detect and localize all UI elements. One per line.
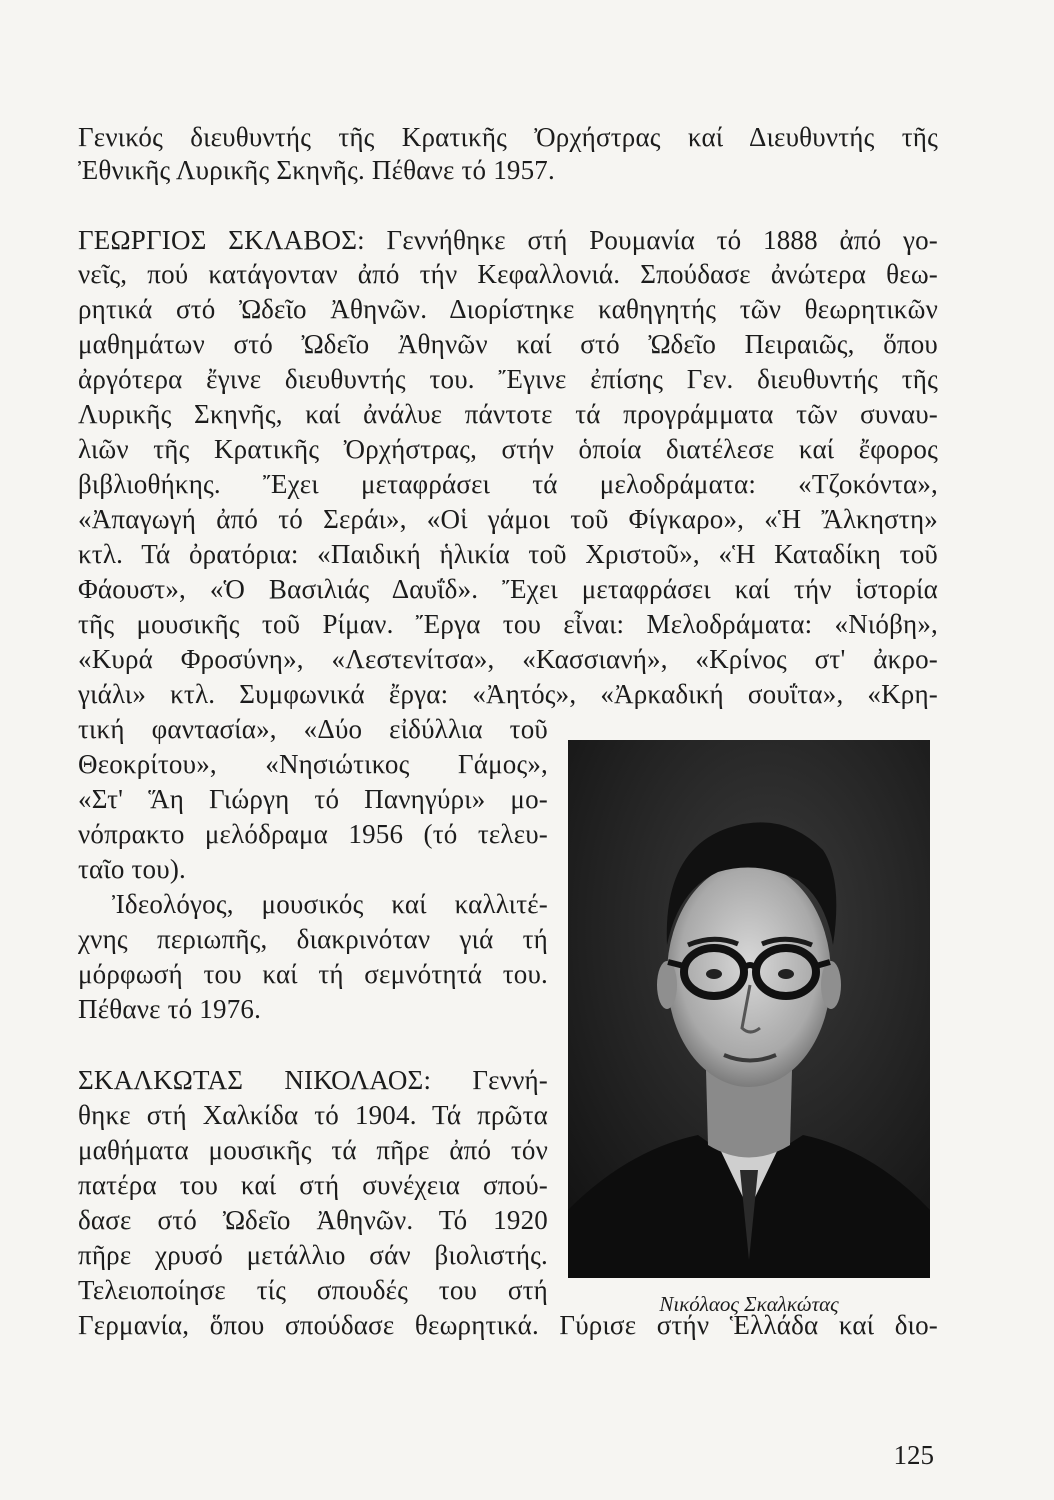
- text-line: μαθήματα μουσικῆς τά πῆρε ἀπό τόν: [78, 1135, 548, 1165]
- text-line: λιῶν τῆς Κρατικῆς Ὀρχήστρας, στήν ὁποία διατέλεσε καί ἔφορος: [78, 434, 938, 464]
- text-line: θηκε στή Χαλκίδα τό 1904. Τά πρῶτα: [78, 1100, 548, 1130]
- text-line: Θεοκρίτου», «Νησιώτικος Γάμος»,: [78, 749, 548, 779]
- text-line: ταῖο του).: [78, 854, 186, 884]
- text-line: πῆρε χρυσό μετάλλιο σάν βιολιστής.: [78, 1240, 548, 1270]
- text-line: Τελειοποίησε τίς σπουδές του στή: [78, 1275, 548, 1305]
- text-line: βιβλιοθήκης. Ἔχει μεταφράσει τά μελοδράματα: «Τζοκόντα»,: [78, 469, 938, 499]
- text-line: ΓΕΩΡΓΙΟΣ ΣΚΛΑΒΟΣ: Γεννήθηκε στή Ρουμανία τό 1888 ἀπό γο-: [78, 225, 938, 255]
- text-line: νεῖς, πού κατάγονταν ἀπό τήν Κεφαλλονιά. Σπούδασε ἀνώτερα θεω-: [78, 259, 938, 289]
- text-line: «Ἀπαγωγή ἀπό τό Σεράι», «Οἱ γάμοι τοῦ Φίγκαρο», «Ἡ Ἄλκηστη»: [78, 504, 938, 534]
- portrait-photo: [568, 740, 930, 1278]
- text-line: κτλ. Τά ὀρατόρια: «Παιδική ἡλικία τοῦ Χριστοῦ», «Ἡ Καταδίκη τοῦ: [78, 539, 938, 569]
- text-line: «Κυρά Φροσύνη», «Λεστενίτσα», «Κασσιανή», «Κρίνος στ' ἀκρο-: [78, 644, 938, 674]
- page-number: 125: [893, 1440, 934, 1470]
- text-line: χνης περιωπῆς, διακρινόταν γιά τή: [78, 924, 548, 954]
- text-line: πατέρα του καί στή συνέχεια σπού-: [78, 1170, 548, 1200]
- text-line: τῆς μουσικῆς τοῦ Ρίμαν. Ἔργα του εἶναι: Μελοδράματα: «Νιόβη»,: [78, 609, 938, 639]
- photo-caption: Νικόλαος Σκαλκώτας: [659, 1292, 839, 1316]
- text-line: τική φαντασία», «Δύο εἰδύλλια τοῦ: [78, 714, 548, 744]
- text-line: γιάλι» κτλ. Συμφωνικά ἔργα: «Ἀητός», «Ἀρκαδική σουΐτα», «Κρη-: [78, 679, 938, 709]
- text-line: ἀργότερα ἔγινε διευθυντής του. Ἔγινε ἐπίσης Γεν. διευθυντής τῆς: [78, 364, 938, 394]
- text-line: Ἰδεολόγος, μουσικός καί καλλιτέ-: [112, 889, 548, 919]
- text-line: Ἐθνικῆς Λυρικῆς Σκηνῆς. Πέθανε τό 1957.: [78, 155, 555, 185]
- text-line: Γερμανία, ὅπου σπούδασε θεωρητικά. Γύρισε στήν Ἑλλάδα καί διο-: [78, 1310, 938, 1340]
- text-line: μόρφωσή του καί τή σεμνότητά του.: [78, 959, 548, 989]
- text-line: ρητικά στό Ὠδεῖο Ἀθηνῶν. Διορίστηκε καθηγητής τῶν θεωρητικῶν: [78, 294, 938, 324]
- text-line: Φάουστ», «Ὁ Βασιλιάς Δαυΐδ». Ἔχει μεταφράσει καί τήν ἱστορία: [78, 574, 938, 604]
- text-line: μαθημάτων στό Ὠδεῖο Ἀθηνῶν καί στό Ὠδεῖο Πειραιῶς, ὅπου: [78, 329, 938, 359]
- text-line: Πέθανε τό 1976.: [78, 994, 262, 1024]
- text-line: Γενικός διευθυντής τῆς Κρατικῆς Ὀρχήστρας καί Διευθυντής τῆς: [78, 122, 938, 152]
- text-line: ΣΚΑΛΚΩΤΑΣ ΝΙΚΟΛΑΟΣ: Γεννή-: [78, 1065, 548, 1095]
- portrait-illustration: [568, 740, 930, 1278]
- text-line: «Στ' Ἅη Γιώργη τό Πανηγύρι» μο-: [78, 784, 548, 814]
- text-line: νόπρακτο μελόδραμα 1956 (τό τελευ-: [78, 819, 548, 849]
- text-line: Λυρικῆς Σκηνῆς, καί ἀνάλυε πάντοτε τά προγράμματα τῶν συναυ-: [78, 399, 938, 429]
- text-line: δασε στό Ὠδεῖο Ἀθηνῶν. Τό 1920: [78, 1205, 548, 1235]
